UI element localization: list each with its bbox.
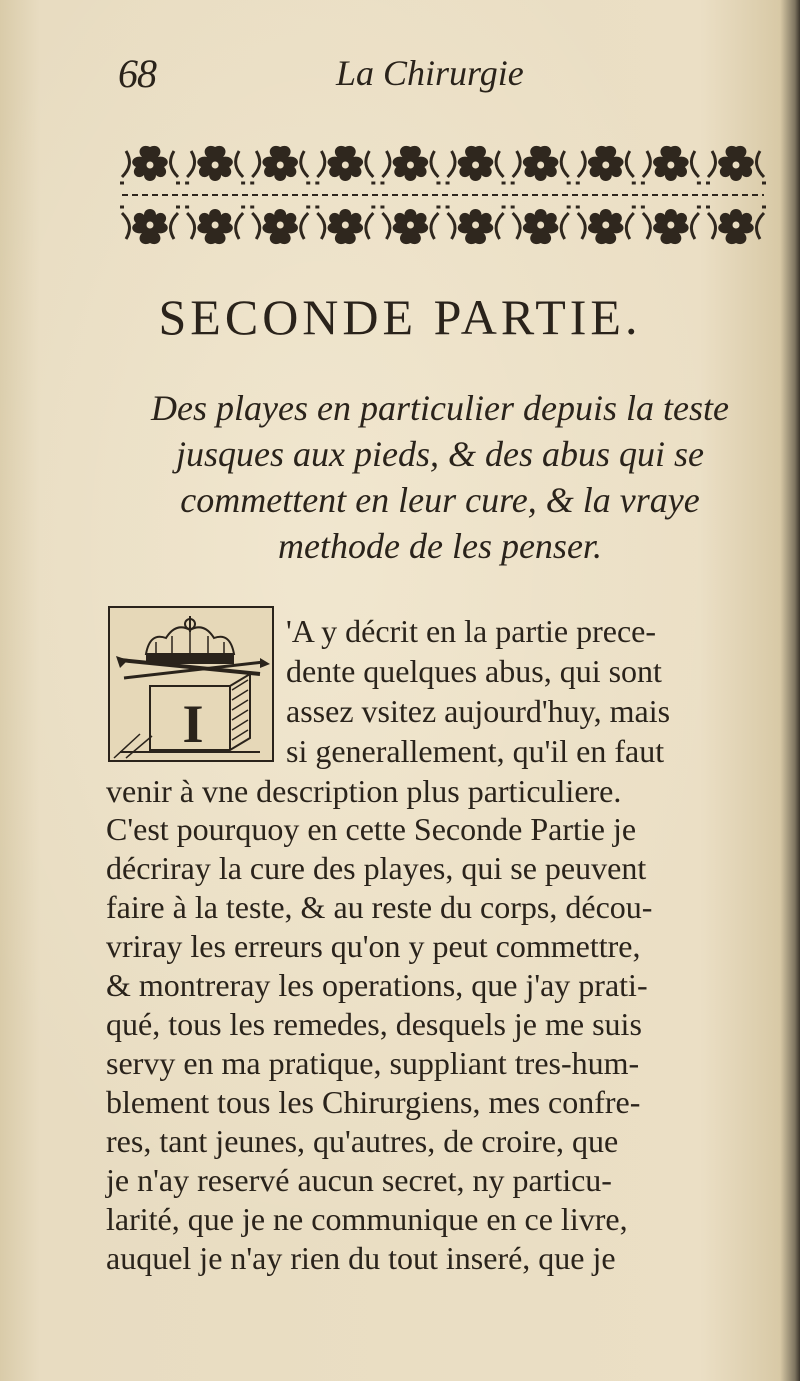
running-title: La Chirurgie [336, 53, 524, 93]
subtitle-line: Des playes en particulier depuis la teste [151, 388, 729, 428]
text-line: je n'ay reservé aucun secret, ny particu- [106, 1162, 612, 1198]
text-line: si generallement, qu'il en faut [286, 733, 665, 769]
text-line: blement tous les Chirurgiens, mes confre- [106, 1084, 641, 1120]
text-line: res, tant jeunes, qu'autres, de croire, que [106, 1123, 619, 1159]
text-line: faire à la teste, & au reste du corps, décou- [106, 889, 653, 925]
text-line: larité, que je ne communique en ce livre, [106, 1201, 628, 1237]
part-title: SECONDE PARTIE. [158, 289, 642, 345]
text-line: vriray les erreurs qu'on y peut commettre, [106, 928, 641, 964]
initial-letter: I [182, 694, 204, 754]
text-line: servy en ma pratique, suppliant tres-hum- [106, 1045, 640, 1081]
text-line: dente quelques abus, qui sont [286, 653, 662, 689]
subtitle-line: methode de les penser. [278, 526, 602, 566]
text-line: décriray la cure des playes, qui se peuvent [106, 850, 647, 886]
text-line: qué, tous les remedes, desquels je me suis [106, 1006, 642, 1042]
text-line: venir à vne description plus particuliere. [106, 773, 622, 809]
text-line: C'est pourquoy en cette Seconde Partie je [106, 811, 637, 847]
text-line: & montreray les operations, que j'ay prati- [106, 967, 648, 1003]
text-line: assez vsitez aujourd'huy, mais [286, 693, 671, 729]
subtitle-line: commettent en leur cure, & la vraye [180, 480, 700, 520]
subtitle-line: jusques aux pieds, & des abus qui se [176, 434, 704, 474]
text-line: auquel je n'ay rien du tout inseré, que je [106, 1240, 616, 1276]
page-number: 68 [118, 51, 156, 96]
text-line: 'A y décrit en la partie prece- [286, 613, 657, 649]
